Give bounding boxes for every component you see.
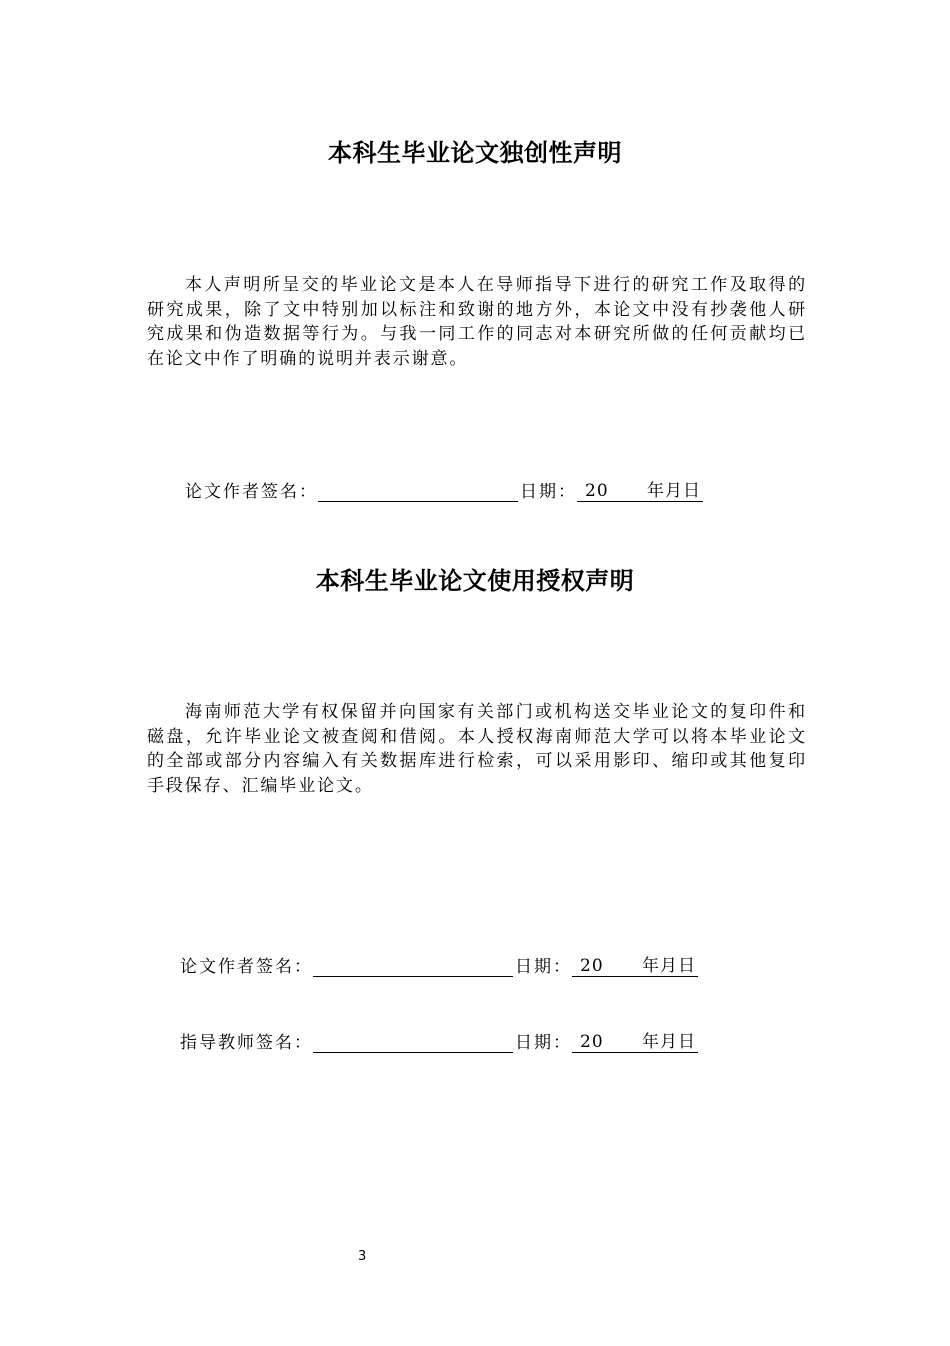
signature-blank[interactable] [318, 481, 518, 502]
author-signature-line-2 [180, 951, 698, 977]
authorization-declaration-body: 海南师范大学有权保留并向国家有关部门或机构送交毕业论文的复印件和磁盘，允许毕业论文被查阅和借阅。本人授权海南师范大学可以将本毕业论文的全部或部分内容编入有关数据库进行检索，可以采用影印、缩印或其他复印手段保存、汇编毕业论文。 [147, 702, 807, 796]
date-ymd: 年月日 [642, 956, 696, 976]
date-year: 20 [580, 956, 604, 976]
date-year: 20 [585, 481, 609, 501]
originality-declaration-body: 本人声明所呈交的毕业论文是本人在导师指导下进行的研究工作及取得的研究成果，除了文中特别加以标注和致谢的地方外，本论文中没有抄袭他人研究成果和伪造数据等行为。与我一同工作的同志对本研究所做的任何贡献均已在论文中作了明确的说明并表示谢意。 [147, 275, 807, 369]
date-label: 日期： [520, 482, 577, 502]
date-label: 日期： [515, 957, 572, 977]
signature-blank[interactable] [313, 956, 513, 977]
date-year: 20 [580, 1032, 604, 1052]
signature-label: 论文作者签名： [180, 957, 313, 977]
date-field[interactable] [577, 476, 703, 502]
advisor-signature-line [180, 1027, 698, 1053]
date-label: 日期： [515, 1033, 572, 1053]
page-number: 3 [358, 1249, 367, 1264]
authorization-declaration-title: 本科生毕业论文使用授权声明 [315, 567, 635, 595]
date-field[interactable] [572, 951, 698, 977]
signature-label: 指导教师签名： [180, 1033, 313, 1053]
date-ymd: 年月日 [642, 1032, 696, 1052]
date-field[interactable] [572, 1027, 698, 1053]
signature-blank[interactable] [313, 1032, 513, 1053]
author-signature-line-1 [185, 476, 703, 502]
date-ymd: 年月日 [647, 481, 701, 501]
originality-declaration-title: 本科生毕业论文独创性声明 [328, 139, 622, 167]
signature-label: 论文作者签名： [185, 482, 318, 502]
